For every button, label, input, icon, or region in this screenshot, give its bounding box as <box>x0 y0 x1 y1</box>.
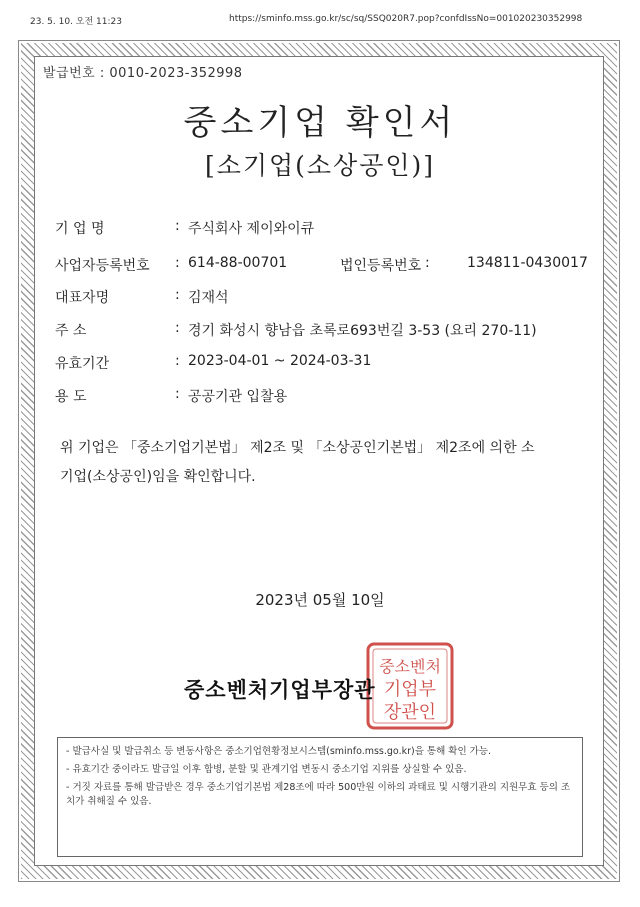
field-value-corporate: 134811-0430017 <box>467 255 588 271</box>
statement-line-2: 기업(소상공인)임을 확인합니다. <box>60 469 256 485</box>
document-subtitle: [소기업(소상공인)] <box>204 151 436 180</box>
field-label-corporate: 법인등록번호 <box>340 258 422 274</box>
field-label: 용 도 <box>55 389 87 405</box>
field-label: 유효기간 <box>55 356 110 372</box>
notes-box <box>57 737 583 857</box>
field-value: 김재석 <box>188 290 229 306</box>
field-label: 기 업 명 <box>55 221 105 237</box>
seal-line-3: 장관인 <box>383 702 437 723</box>
issue-date: 2023년 05월 10일 <box>255 591 385 609</box>
field-label: 주 소 <box>55 323 87 339</box>
field-value: 경기 화성시 향남읍 초록로693번길 3-53 (요리 270-11) <box>188 323 537 339</box>
field-value: 주식회사 제이와이큐 <box>188 221 315 237</box>
official-seal <box>364 640 456 732</box>
note-item: - 거짓 자료를 통해 발급받은 경우 중소기업기본법 제28조에 따라 500만원 이하의 과태료 및 시행기관의 지원무효 등의 조치가 취해질 수 있음. <box>66 782 571 807</box>
print-timestamp: 23. 5. 10. 오전 11:23 <box>30 17 122 27</box>
seal-line-2: 기업부 <box>383 679 437 700</box>
note-item: - 유효기간 중이라도 발급일 이후 합병, 분할 및 관계기업 변동시 중소기업 지위를 상실할 수 있음. <box>66 764 467 775</box>
field-label: 사업자등록번호 <box>55 258 150 274</box>
document-title: 중소기업 확인서 <box>183 103 457 143</box>
issue-number: 발급번호 : 0010-2023-352998 <box>43 66 243 81</box>
issuing-authority: 중소벤처기업부장관 <box>184 678 376 702</box>
confirmation-statement <box>60 434 580 492</box>
print-header <box>0 14 640 28</box>
field-value: 614-88-00701 <box>188 255 288 271</box>
seal-line-1: 중소벤처 <box>379 657 441 676</box>
field-value: 2023-04-01 ~ 2024-03-31 <box>188 353 372 369</box>
field-label: 대표자명 <box>55 290 110 306</box>
note-item: - 발급사실 및 발급취소 등 변동사항은 중소기업현황정보시스템(sminfo.mss.go.kr)을 통해 확인 가능. <box>66 746 492 757</box>
issue-number-value: 0010-2023-352998 <box>109 66 243 81</box>
print-url: https://sminfo.mss.go.kr/sc/sq/SSQ020R7.pop?confdIssNo=001020230352998 <box>229 14 583 24</box>
statement-line-1: 위 기업은 「중소기업기본법」 제2조 및 「소상공인기본법」 제2조에 의한 소 <box>60 440 535 456</box>
issue-number-label: 발급번호 <box>43 66 96 81</box>
field-value: 공공기관 입찰용 <box>188 389 288 405</box>
